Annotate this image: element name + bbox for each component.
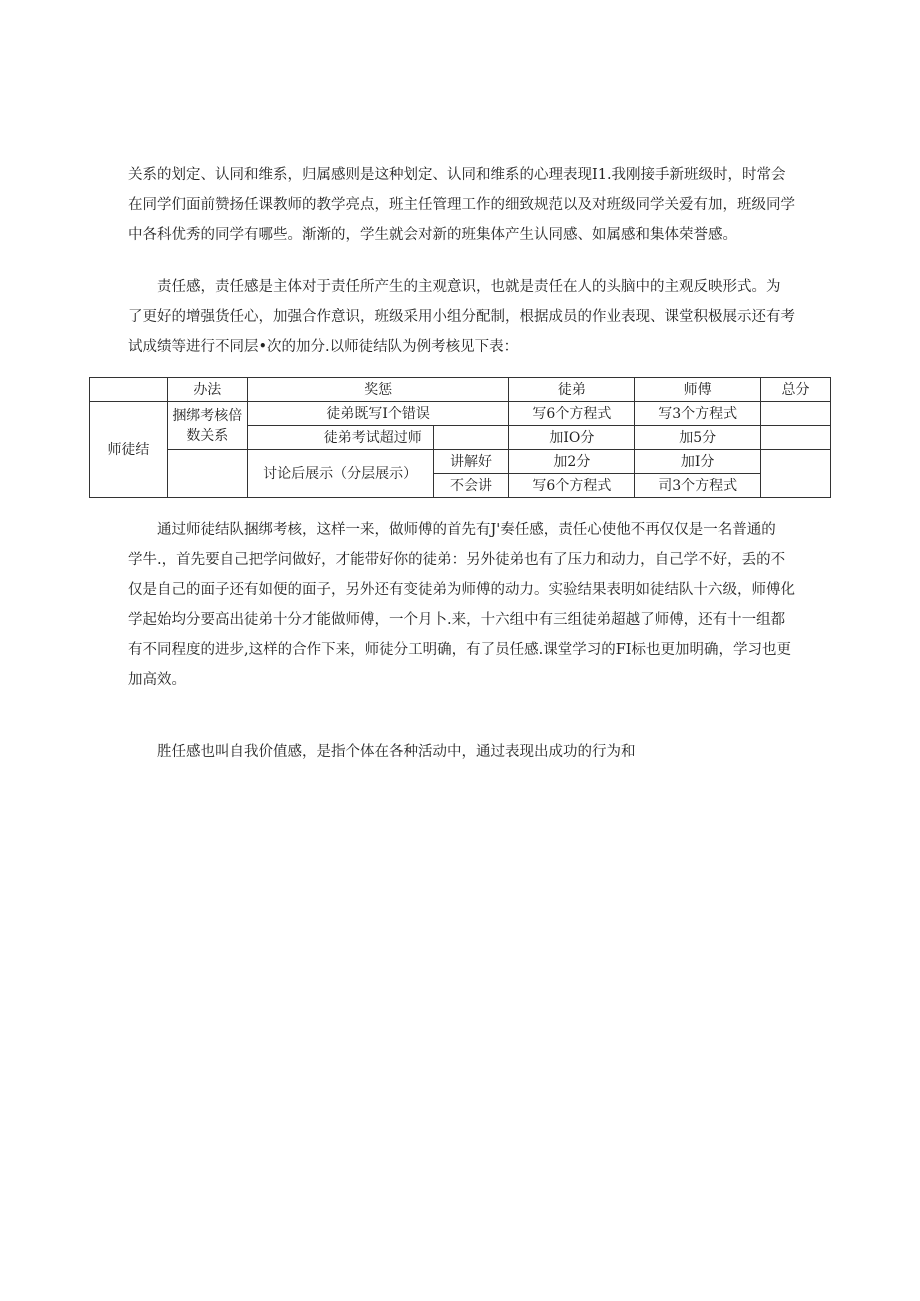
paragraph-belonging (128, 160, 833, 250)
text-line: 通过师徒结队捆绑考核，这样一来，做师傅的首先有J'奏任感，责任心使他不再仅仅是一名普通的 (128, 522, 776, 538)
reward-cell: 徒弟既写I个错误 (247, 402, 509, 426)
reward-sub-cell (433, 426, 509, 450)
text-line: 学牛.，首先要自己把学问做好，才能带好你的徒弟：另外徒弟也有了压力和动力，自己学不好，丢的不 (128, 552, 786, 568)
paragraph-mentoring-result (128, 515, 833, 695)
text-line: 关系的划定、认同和维系，归属感则是这种划定、认同和维系的心理表现I1.我刚接手新班级时，时常会 (128, 167, 786, 183)
assessment-table (89, 377, 831, 498)
master-cell: 加I分 (635, 450, 761, 474)
header-master: 师傅 (635, 378, 761, 402)
table-header-row (90, 378, 831, 402)
apprentice-cell: 加2分 (509, 450, 635, 474)
method-cell-empty (167, 450, 247, 498)
text-line: 中各科优秀的同学有哪些。渐渐的，学生就会对新的班集体产生认同感、如属感和集体荣誉感。 (128, 227, 737, 243)
apprentice-cell: 写6个方程式 (509, 474, 635, 498)
text-line: 了更好的增强货任心，加强合作意识，班级采用小组分配制，根据成员的作业表现、课堂积极展示还有考 (128, 309, 795, 325)
header-blank (90, 378, 168, 402)
paragraph-responsibility (128, 272, 833, 362)
master-cell: 加5分 (635, 426, 761, 450)
total-cell (761, 426, 831, 450)
total-cell (761, 450, 831, 498)
text-line: 责任感，责任感是主体对于责任所产生的主观意识，也就是责任在人的头脑中的主观反映形式。为 (128, 279, 781, 295)
total-cell (761, 402, 831, 426)
header-apprentice: 徒弟 (509, 378, 635, 402)
reward-sub-cell: 不会讲 (433, 474, 509, 498)
text-line: 加高效。 (128, 672, 186, 688)
text-line: 试成绩等进行不同层•次的加分.以师徒结队为例考核见下表： (128, 339, 519, 355)
text-line: 胜任感也叫自我价值感，是指个体在各种活动中，通过表现出成功的行为和 (128, 744, 636, 760)
apprentice-cell: 加IO分 (509, 426, 635, 450)
header-method: 办法 (167, 378, 247, 402)
header-reward: 奖惩 (247, 378, 509, 402)
text-line: 有不同程度的进步,这样的合作下来，师徒分工明确，有了员任感.课堂学习的FI标也更加明确，学习也更 (128, 642, 792, 658)
group-cell: 师徒结 (90, 402, 168, 498)
method-cell: 捆绑考核倍数关系 (167, 402, 247, 450)
table-row (90, 402, 831, 426)
master-cell: 写3个方程式 (635, 402, 761, 426)
reward-cell: 讨论后展示（分层展示） (247, 450, 433, 498)
text-line: 学起始均分要高出徒弟十分才能做师傅，一个月卜.来，十六组中有三组徒弟超越了师傅，还有十一组都 (128, 612, 786, 628)
apprentice-cell: 写6个方程式 (509, 402, 635, 426)
paragraph-competence (128, 737, 833, 767)
text-line: 仅是自己的面子还有如便的面子，另外还有变徒弟为师傅的动力。实验结果表明如徒结队十六级，师傅化 (128, 582, 795, 598)
reward-sub-cell: 讲解好 (433, 450, 509, 474)
text-line: 在同学们面前赞扬任课教师的教学亮点，班主任管理工作的细致规范以及对班级同学关爱有加，班级同学 (128, 197, 795, 213)
header-total: 总分 (761, 378, 831, 402)
table-row (90, 450, 831, 474)
master-cell: 司3个方程式 (635, 474, 761, 498)
reward-cell: 徒弟考试超过师 (247, 426, 433, 450)
